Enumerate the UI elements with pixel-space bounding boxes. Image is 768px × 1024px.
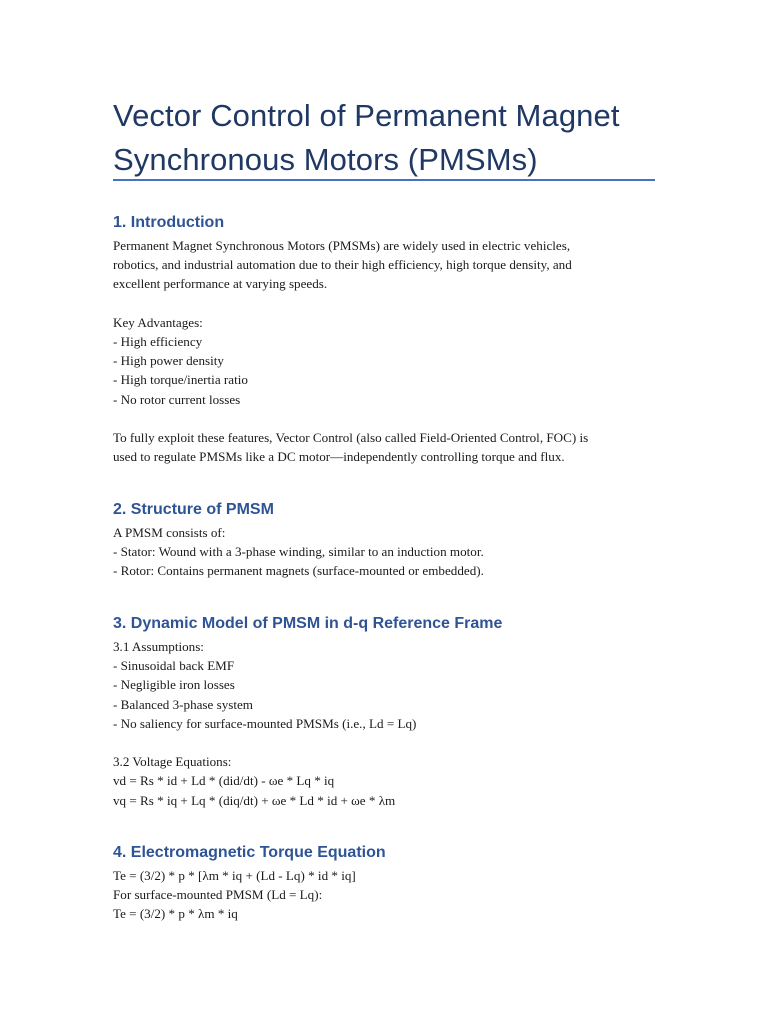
title-underline [113, 179, 655, 181]
body-text-line: A PMSM consists of: [113, 525, 226, 540]
body-text-line: - Stator: Wound with a 3-phase winding, similar to an induction motor. [113, 544, 484, 560]
body-text-line: Te = (3/2) * p * λm * iq [113, 906, 238, 922]
body-text-line: 3.1 Assumptions: [113, 639, 204, 654]
body-text-line: excellent performance at varying speeds. [113, 276, 328, 292]
body-text-line: used to regulate PMSMs like a DC motor—independently controlling torque and flux. [113, 449, 565, 465]
body-text-line: Te = (3/2) * p * [λm * iq + (Ld - Lq) * id * iq] [113, 868, 356, 883]
section-body-structure [113, 523, 658, 581]
blank-line [113, 409, 658, 428]
body-text-line: - Sinusoidal back EMF [113, 658, 235, 674]
body-text-line: - Negligible iron losses [113, 677, 235, 693]
body-text-line: Key Advantages: [113, 314, 203, 330]
body-text-line: vd = Rs * id + Ld * (did/dt) - ωe * Lq * iq [113, 773, 335, 789]
body-text-line: - Rotor: Contains permanent magnets (surface-mounted or embedded). [113, 563, 484, 579]
section-heading-introduction: 1. Introduction [113, 214, 225, 231]
body-text-line: vq = Rs * iq + Lq * (diq/dt) + ωe * Ld * id + ωe * λm [113, 792, 396, 808]
body-text-line: - No saliency for surface-mounted PMSMs (i.e., Ld = Lq) [113, 715, 417, 731]
section-body-introduction [113, 236, 658, 466]
body-text-line: - Balanced 3-phase system [113, 696, 253, 712]
body-text-line: - High torque/inertia ratio [113, 372, 248, 388]
section-body-torque-equation [113, 866, 658, 924]
section-heading-torque-equation: 4. Electromagnetic Torque Equation [113, 844, 386, 861]
body-text-line: - High power density [113, 353, 224, 369]
section-heading-structure: 2. Structure of PMSM [113, 501, 274, 518]
body-text-line: - No rotor current losses [113, 391, 241, 407]
document-title: Vector Control of Permanent Magnet Synchronous Motors (PMSMs) [113, 98, 620, 177]
body-text-line: For surface-mounted PMSM (Ld = Lq): [113, 887, 323, 903]
body-text-line: 3.2 Voltage Equations: [113, 754, 232, 770]
section-body-dynamic-model [113, 637, 658, 810]
blank-line [113, 733, 658, 752]
body-text-line: robotics, and industrial automation due to their high efficiency, high torque density, and [113, 257, 572, 273]
section-heading-dynamic-model: 3. Dynamic Model of PMSM in d-q Reference Frame [113, 615, 503, 632]
blank-line [113, 294, 658, 313]
body-text-line: - High efficiency [113, 334, 203, 349]
body-text-line: To fully exploit these features, Vector Control (also called Field-Oriented Control, FOC) is [113, 430, 589, 445]
body-text-line: Permanent Magnet Synchronous Motors (PMSMs) are widely used in electric vehicles, [113, 238, 571, 253]
